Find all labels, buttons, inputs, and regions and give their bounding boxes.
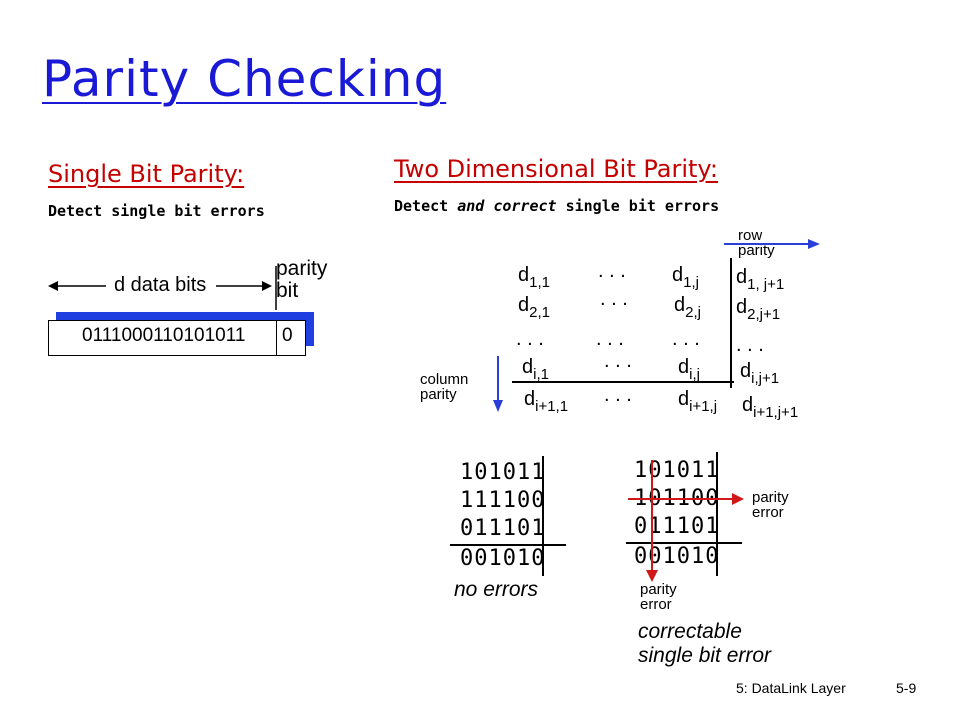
cell-d-2-j: $d_{2,j}$ (674, 294, 701, 321)
cell-d-2-j1: $d_{2,j+1}$ (736, 296, 781, 323)
correctable-caption: correctable single bit error (638, 620, 772, 667)
two-dim-parity-heading: Two Dimensional Bit Parity: (394, 155, 718, 183)
dots-row-i: . . . (604, 350, 632, 372)
cell-d-i-1: $d_{i,1}$ (522, 356, 549, 383)
data-bits-value: 0111000110101011 (82, 325, 246, 346)
parity-bit-label (276, 258, 327, 302)
cell-d-1-1: $d_{1,1}$ (518, 264, 550, 291)
cell-d-i1-j: $d_{i+1,j}$ (678, 388, 718, 415)
matrix-vertical-line (730, 258, 732, 388)
err-row-1: 101011 (634, 458, 720, 483)
dots-middle-4: . . . (736, 334, 764, 356)
cell-d-i-j1: $d_{i,j+1}$ (740, 360, 780, 387)
column-parity-arrow (490, 352, 506, 416)
column-parity-label: column parity (420, 371, 469, 403)
column-parity-error-label: parity error (640, 581, 677, 613)
cell-d-2-1: $d_{2,1}$ (518, 294, 550, 321)
dots-row2: . . . (600, 288, 628, 310)
cell-d-1-j: $d_{1,j}$ (672, 264, 699, 291)
dots-middle-2: . . . (596, 328, 624, 350)
bits-divider (276, 320, 277, 356)
footer-chapter: 5: DataLink Layer (736, 680, 846, 696)
single-parity-subtitle: Detect single bit errors (48, 202, 265, 220)
d-data-bits-label: d data bits (114, 274, 207, 296)
ok-row-4: 001010 (460, 546, 546, 571)
single-parity-heading: Single Bit Parity: (48, 160, 245, 188)
ok-row-1: 101011 (460, 460, 546, 485)
footer-page-number: 5-9 (896, 680, 917, 696)
parity-bit-label-line1: parity (276, 257, 328, 280)
dots-middle-1: . . . (516, 328, 544, 350)
dots-row1: . . . (598, 260, 626, 282)
cell-d-i1-1: $d_{i+1,1}$ (524, 388, 569, 415)
cell-d-i1-j1: $d_{i+1,j+1}$ (742, 394, 799, 421)
parity-error-arrows (624, 456, 750, 586)
cell-d-1-j1: $d_{1, j+1}$ (736, 266, 785, 293)
row-parity-arrow (720, 236, 824, 252)
err-row-2: 101100 (634, 486, 720, 511)
err-row-4: 001010 (634, 544, 720, 569)
cell-d-i-j: $d_{i,j}$ (678, 356, 700, 383)
ok-row-2: 111100 (460, 488, 546, 513)
dots-middle-3: . . . (672, 328, 700, 350)
ok-row-3: 011101 (460, 516, 546, 541)
page-title: Parity Checking (42, 50, 447, 108)
no-errors-caption: no errors (454, 578, 539, 601)
parity-bit-value: 0 (282, 325, 293, 346)
parity-bit-label-line2: bit (276, 279, 299, 302)
two-dim-parity-subtitle: Detect and correct single bit errors (394, 197, 720, 215)
dots-row-i1: . . . (604, 384, 632, 406)
row-parity-error-label: parity error (752, 489, 789, 521)
err-row-3: 011101 (634, 514, 720, 539)
row-parity-label: row parity (738, 227, 775, 259)
